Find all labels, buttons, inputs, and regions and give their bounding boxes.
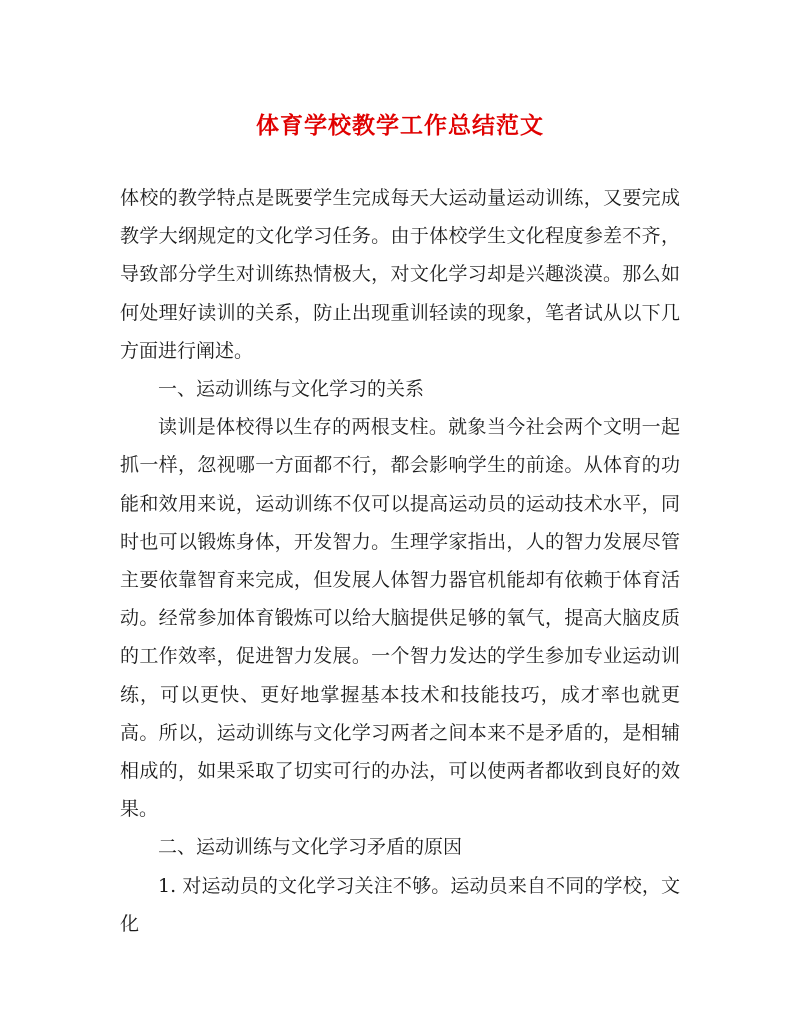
body-paragraph-1: 读训是体校得以生存的两根支柱。就象当今社会两个文明一起抓一样，忽视哪一方面都不行，都会影响学生的前途。从体育的功能和效用来说，运动训练不仅可以提高运动员的运动技术水平，同时也可以锻炼身体，开发智力。生理学家指出，人的智力发展尽管主要依靠智育来完成，但发展人体智力器官机能却有依赖于体育活动。经常参加体育锻炼可以给大脑提供足够的氧气，提高大脑皮质的工作效率，促进智力发展。一个智力发达的学生参加专业运动训练，可以更快、更好地掌握基本技术和技能技巧，成才率也就更高。所以，运动训练与文化学习两者之间本来不是矛盾的，是相辅相成的，如果采取了切实可行的办法，可以使两者都收到良好的效果。 [120,416,680,821]
body-paragraph-2: 1. 对运动员的文化学习关注不够。运动员来自不同的学校，文化 [120,874,680,935]
intro-paragraph: 体校的教学特点是既要学生完成每天大运动量运动训练，又要完成教学大纲规定的文化学习任务。由于体校学生文化程度参差不齐，导致部分学生对训练热情极大，对文化学习却是兴趣淡漠。那么如何处理好读训的关系，防止出现重训轻读的现象，笔者试从以下几方面进行阐述。 [120,187,680,362]
section-heading-1: 一、运动训练与文化学习的关系 [158,378,425,401]
document-body [120,179,680,943]
document-title: 体育学校教学工作总结范文 [256,112,544,139]
section-heading-2: 二、运动训练与文化学习矛盾的原因 [158,836,463,859]
